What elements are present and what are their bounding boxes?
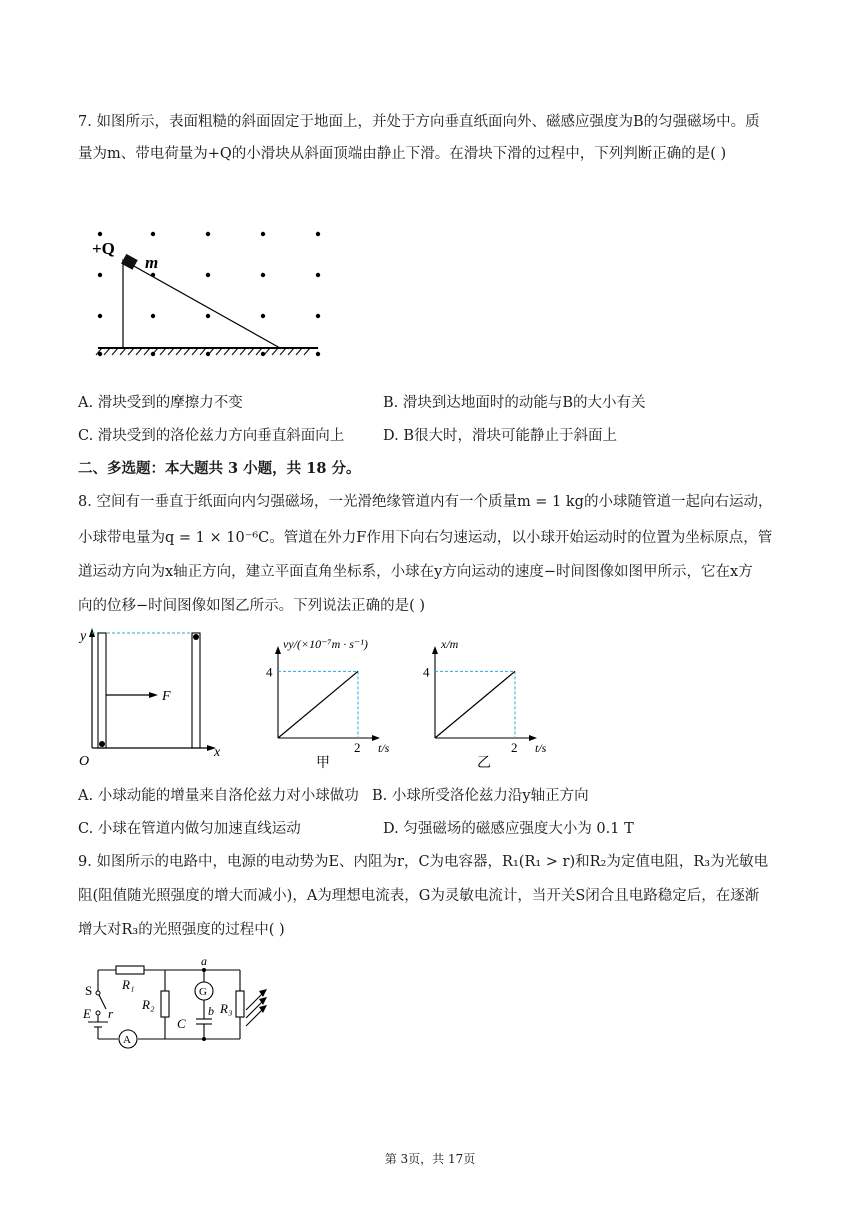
- ammeter-label: A: [123, 1034, 131, 1046]
- yi-y-tick-label: 4: [423, 664, 430, 680]
- yi-y-axis-label: x/m: [441, 637, 459, 651]
- q9-line1: 9. 如图所示的电路中，电源的电动势为E、内阻为r，C为电容器，R₁(R₁ > r)和R₂为定值电阻，R₃为光敏电: [78, 854, 769, 870]
- q7-charge-label: +Q: [92, 239, 115, 258]
- r1-label: R₁: [122, 977, 135, 992]
- q8-origin-label: O: [79, 754, 90, 769]
- jia-x-axis-label: t/s: [378, 741, 390, 755]
- node-a-label: a: [201, 954, 207, 968]
- internal-resistance-label: r: [108, 1006, 114, 1021]
- capacitor-label: C: [177, 1016, 186, 1031]
- q7-option-d[interactable]: D. B很大时，滑块可能静止于斜面上: [383, 428, 617, 444]
- jia-y-arrow: [275, 646, 281, 654]
- galvanometer-label: G: [199, 986, 207, 998]
- q8-line3: 道运动方向为x轴正方向，建立平面直角坐标系，小球在y方向运动的速度−时间图像如图甲所示，它在x方: [78, 564, 753, 580]
- emf-label: E: [83, 1006, 91, 1021]
- r2-label: R₂: [142, 997, 155, 1012]
- switch-label: S: [85, 983, 93, 998]
- q7-mass-label: m: [145, 253, 159, 272]
- q8-force-label: F: [162, 689, 171, 704]
- jia-y-axis-label: vy/(×10⁻⁷m · s⁻¹): [283, 637, 368, 651]
- section2-title: 二、多选题：本大题共 3 小题，共 18 分。: [78, 460, 361, 477]
- yi-x-tick-label: 2: [511, 740, 518, 755]
- q8-option-b[interactable]: B. 小球所受洛伦兹力沿y轴正方向: [372, 788, 589, 804]
- q8-chart-jia: [258, 630, 408, 775]
- yi-y-arrow: [432, 646, 438, 654]
- yi-caption: 乙: [477, 756, 491, 771]
- q7-line1: 7. 如图所示，表面粗糙的斜面固定于地面上，并处于方向垂直纸面向外、磁感应强度为B的匀强磁场中。质: [78, 114, 760, 130]
- q7-incline-figure: [88, 222, 328, 372]
- jia-series-line: [278, 671, 358, 738]
- q8-setup-figure: [78, 625, 228, 770]
- yi-series-line: [435, 671, 515, 738]
- q9-line2: 阻(阻值随光照强度的增大而减小)，A为理想电流表，G为灵敏电流计，当开关S闭合且电路稳定后，在逐渐: [78, 888, 760, 904]
- jia-y-tick-label: 4: [266, 664, 273, 680]
- q8-chart-yi: [415, 630, 555, 775]
- q8-option-a[interactable]: A. 小球动能的增量来自洛伦兹力对小球做功: [78, 788, 359, 804]
- q9-circuit-figure: [80, 955, 280, 1055]
- node-b-label: b: [208, 1004, 214, 1018]
- q8-x-axis-label: x: [214, 745, 221, 760]
- q8-line1: 8. 空间有一垂直于纸面向内匀强磁场，一光滑绝缘管道内有一个质量m = 1 kg的小球随管道一起向右运动，: [78, 494, 773, 510]
- page-footer: 第 3页，共 17页: [384, 1152, 476, 1166]
- q8-line4: 向的位移−时间图像如图乙所示。下列说法正确的是( ): [78, 598, 426, 614]
- q7-option-c[interactable]: C. 滑块受到的洛伦兹力方向垂直斜面向上: [78, 428, 345, 444]
- q9-line3: 增大对R₃的光照强度的过程中( ): [78, 922, 285, 938]
- q8-option-c[interactable]: C. 小球在管道内做匀加速直线运动: [78, 821, 301, 837]
- q7-option-a[interactable]: A. 滑块受到的摩擦力不变: [78, 395, 243, 411]
- q8-option-d[interactable]: D. 匀强磁场的磁感应强度大小为 0.1 T: [383, 821, 634, 837]
- jia-caption: 甲: [316, 756, 330, 771]
- yi-x-axis-label: t/s: [535, 741, 547, 755]
- r3-label: R₃: [220, 1001, 233, 1016]
- q8-y-axis-label: y: [80, 629, 87, 644]
- q8-line2: 小球带电量为q = 1 × 10⁻⁶C。管道在外力F作用下向右匀速运动，以小球开始运动时的位置为坐标原点，管: [78, 530, 773, 546]
- q7-option-b[interactable]: B. 滑块到达地面时的动能与B的大小有关: [383, 395, 646, 411]
- jia-x-tick-label: 2: [354, 740, 361, 755]
- q7-line2: 量为m、带电荷量为+Q的小滑块从斜面顶端由静止下滑。在滑块下滑的过程中，下列判断正确的是( ): [78, 146, 727, 162]
